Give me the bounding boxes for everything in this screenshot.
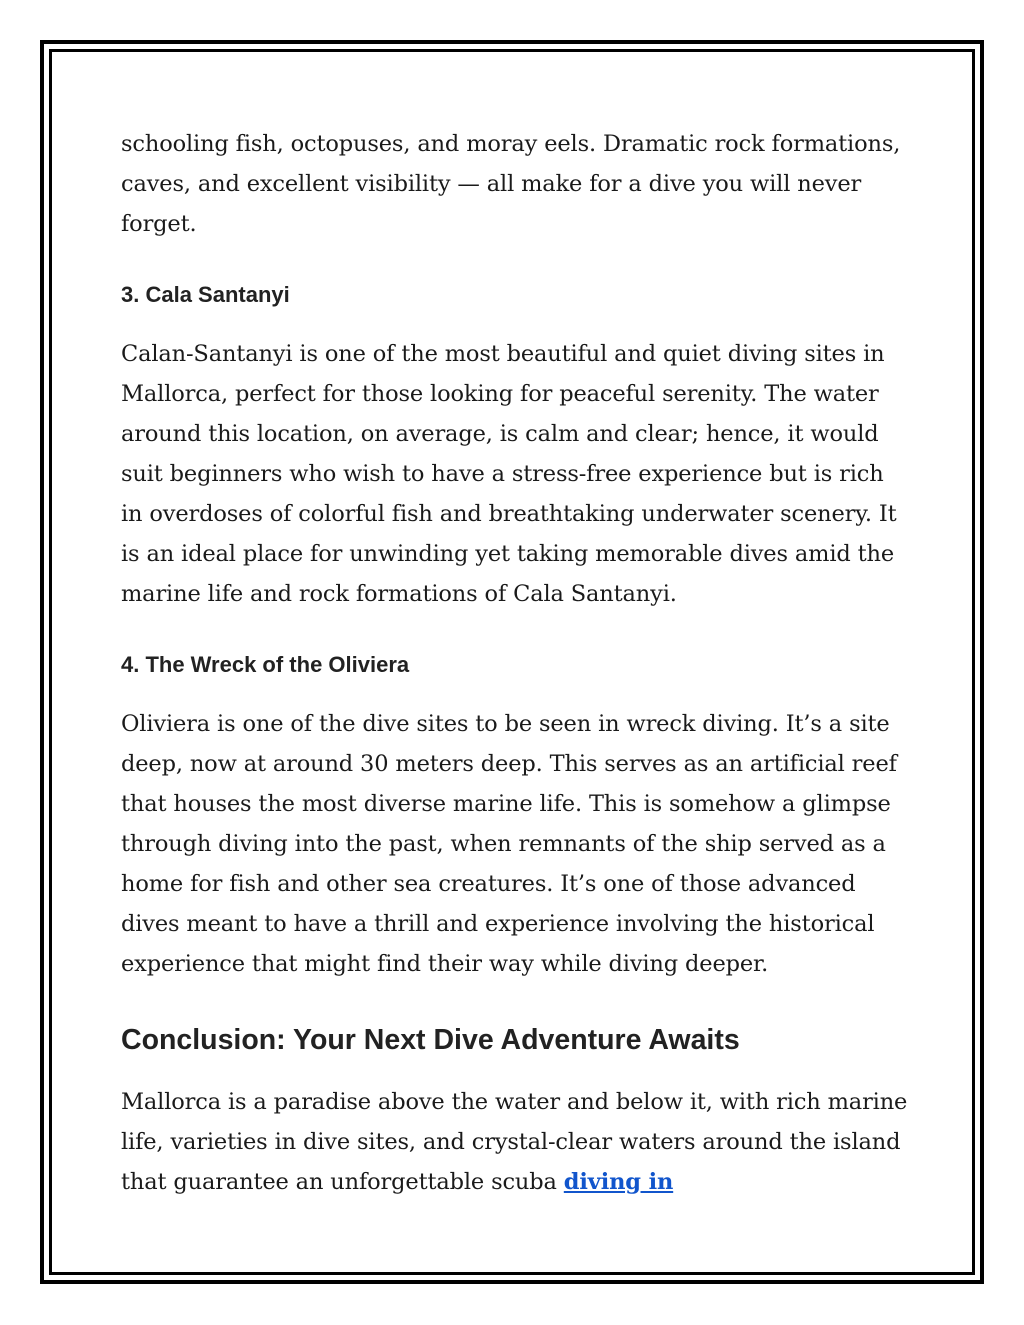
section-paragraph-wreck-oliviera: Oliviera is one of the dive sites to be seen in wreck diving. It’s a site deep, now at around 30 meters deep. This serves as an artificial reef that houses the most diverse marine life. This is somehow a glimpse through diving into the past, when remnants of the ship served as a home for fish and other sea creatures. It’s one of those advanced dives meant to have a thrill and experience involving the historical experience that might find their way while diving deeper. bbox=[121, 711, 897, 977]
conclusion-heading: Conclusion: Your Next Dive Adventure Awaits bbox=[121, 1024, 740, 1056]
diving-in-link[interactable]: diving in bbox=[563, 1169, 674, 1195]
intro-paragraph: schooling fish, octopuses, and moray eels. Dramatic rock formations, caves, and excellent visibility — all make for a dive you will never forget. bbox=[121, 131, 901, 237]
section-heading-cala-santanyi: 3. Cala Santanyi bbox=[121, 282, 290, 307]
section-paragraph-cala-santanyi: Calan-Santanyi is one of the most beautiful and quiet diving sites in Mallorca, perfect for those looking for peaceful serenity. The water around this location, on average, is calm and clear; hence, it would suit beginners who wish to have a stress-free experience but is rich in overdoses of colorful fish and breathtaking underwater scenery. It is an ideal place for unwinding yet taking memorable dives amid the marine life and rock formations of Cala Santanyi. bbox=[121, 341, 897, 607]
document-content bbox=[121, 124, 911, 1202]
conclusion-paragraph bbox=[121, 1082, 911, 1202]
conclusion-text: Mallorca is a paradise above the water and below it, with rich marine life, varieties in dive sites, and crystal-clear waters around the island that guarantee an unforgettable scuba bbox=[121, 1089, 908, 1195]
section-heading-wreck-oliviera: 4. The Wreck of the Oliviera bbox=[121, 652, 410, 677]
